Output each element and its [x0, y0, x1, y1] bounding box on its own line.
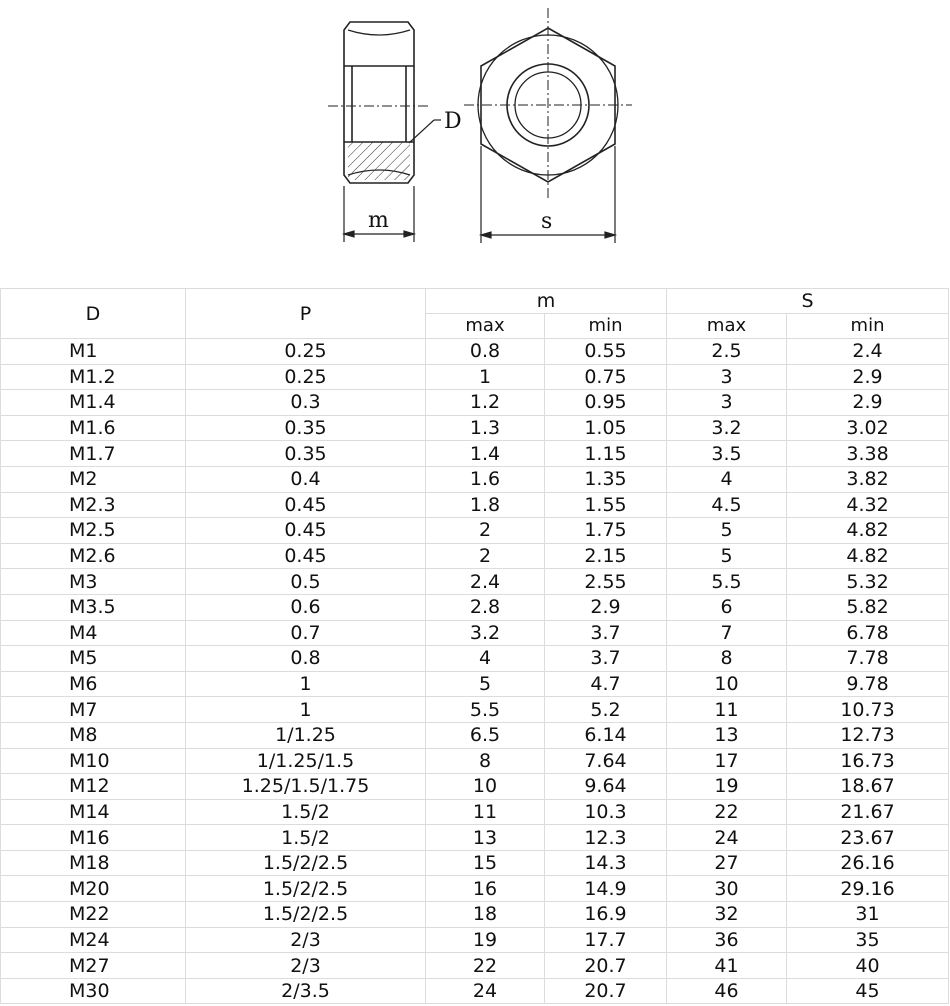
cell-s-min: 40 [787, 953, 949, 979]
cell-p: 0.35 [186, 415, 426, 441]
cell-s-max: 41 [667, 953, 787, 979]
cell-m-min: 4.7 [545, 671, 667, 697]
table-row [1, 671, 949, 697]
cell-s-min: 2.9 [787, 390, 949, 416]
cell-s-max: 3 [667, 390, 787, 416]
cell-s-min: 5.82 [787, 594, 949, 620]
cell-p: 1/1.25/1.5 [186, 748, 426, 774]
cell-d: M10 [1, 748, 186, 774]
cell-d: M22 [1, 902, 186, 928]
table-row [1, 339, 949, 365]
table-row [1, 927, 949, 953]
cell-d: M3 [1, 569, 186, 595]
width-label: s [541, 209, 553, 234]
cell-d: M7 [1, 697, 186, 723]
cell-s-min: 12.73 [787, 722, 949, 748]
cell-s-min: 6.78 [787, 620, 949, 646]
cell-s-max: 10 [667, 671, 787, 697]
cell-m-max: 0.8 [426, 339, 545, 365]
cell-s-max: 19 [667, 774, 787, 800]
cell-m-max: 1.8 [426, 492, 545, 518]
table-row [1, 466, 949, 492]
cell-m-min: 10.3 [545, 799, 667, 825]
table-row [1, 620, 949, 646]
cell-p: 2/3.5 [186, 978, 426, 1004]
cell-p: 0.45 [186, 492, 426, 518]
cell-m-min: 16.9 [545, 902, 667, 928]
cell-m-max: 2.4 [426, 569, 545, 595]
cell-d: M18 [1, 850, 186, 876]
thickness-label: m [368, 208, 389, 233]
table-row [1, 697, 949, 723]
cell-m-min: 1.55 [545, 492, 667, 518]
cell-m-min: 7.64 [545, 748, 667, 774]
table-row [1, 441, 949, 467]
cell-s-max: 2.5 [667, 339, 787, 365]
cell-s-min: 3.82 [787, 466, 949, 492]
cell-p: 1.5/2 [186, 799, 426, 825]
table-row [1, 876, 949, 902]
header-m-max: max [426, 314, 545, 339]
cell-s-max: 4 [667, 466, 787, 492]
cell-m-min: 2.55 [545, 569, 667, 595]
cell-d: M27 [1, 953, 186, 979]
table-row [1, 415, 949, 441]
cell-d: M20 [1, 876, 186, 902]
cell-d: M2.3 [1, 492, 186, 518]
cell-p: 0.25 [186, 364, 426, 390]
cell-s-min: 31 [787, 902, 949, 928]
cell-s-min: 18.67 [787, 774, 949, 800]
cell-p: 1 [186, 697, 426, 723]
header-s-min: min [787, 314, 949, 339]
cell-s-min: 16.73 [787, 748, 949, 774]
cell-m-max: 15 [426, 850, 545, 876]
cell-d: M1.4 [1, 390, 186, 416]
table-row [1, 364, 949, 390]
cell-p: 1.5/2/2.5 [186, 902, 426, 928]
cell-m-max: 1.2 [426, 390, 545, 416]
cell-m-min: 2.15 [545, 543, 667, 569]
cell-s-min: 3.02 [787, 415, 949, 441]
cell-m-max: 2.8 [426, 594, 545, 620]
cell-p: 0.6 [186, 594, 426, 620]
cell-m-max: 5 [426, 671, 545, 697]
cell-d: M2.5 [1, 518, 186, 544]
cell-s-min: 3.38 [787, 441, 949, 467]
cell-s-max: 5 [667, 518, 787, 544]
cell-p: 0.25 [186, 339, 426, 365]
table-row [1, 492, 949, 518]
cell-m-max: 24 [426, 978, 545, 1004]
cell-s-max: 6 [667, 594, 787, 620]
cell-m-min: 14.3 [545, 850, 667, 876]
cell-p: 1 [186, 671, 426, 697]
cell-m-min: 1.35 [545, 466, 667, 492]
cell-m-max: 18 [426, 902, 545, 928]
cell-s-min: 10.73 [787, 697, 949, 723]
table-row [1, 978, 949, 1004]
cell-s-min: 4.82 [787, 543, 949, 569]
cell-s-max: 46 [667, 978, 787, 1004]
cell-d: M3.5 [1, 594, 186, 620]
nut-side-view [344, 22, 414, 183]
cell-m-min: 0.55 [545, 339, 667, 365]
cell-s-max: 17 [667, 748, 787, 774]
table-row [1, 569, 949, 595]
cell-s-max: 22 [667, 799, 787, 825]
cell-p: 1.5/2/2.5 [186, 876, 426, 902]
table-row [1, 543, 949, 569]
cell-m-min: 9.64 [545, 774, 667, 800]
cell-s-max: 3 [667, 364, 787, 390]
cell-m-min: 1.75 [545, 518, 667, 544]
header-d: D [1, 289, 186, 339]
cell-m-max: 13 [426, 825, 545, 851]
hex-nut-technical-drawing [0, 0, 950, 290]
cell-p: 1.25/1.5/1.75 [186, 774, 426, 800]
cell-s-min: 7.78 [787, 646, 949, 672]
cell-m-max: 16 [426, 876, 545, 902]
cell-p: 1.5/2 [186, 825, 426, 851]
cell-s-max: 30 [667, 876, 787, 902]
cell-m-max: 2 [426, 518, 545, 544]
table-header-row [1, 289, 949, 314]
cell-d: M14 [1, 799, 186, 825]
cell-m-max: 10 [426, 774, 545, 800]
cell-p: 0.4 [186, 466, 426, 492]
cell-s-min: 2.9 [787, 364, 949, 390]
cell-m-max: 2 [426, 543, 545, 569]
table-row [1, 774, 949, 800]
cell-s-min: 23.67 [787, 825, 949, 851]
cell-p: 0.8 [186, 646, 426, 672]
cell-m-max: 3.2 [426, 620, 545, 646]
cell-m-max: 22 [426, 953, 545, 979]
cell-d: M5 [1, 646, 186, 672]
cell-p: 1.5/2/2.5 [186, 850, 426, 876]
cell-s-max: 27 [667, 850, 787, 876]
cell-m-max: 5.5 [426, 697, 545, 723]
cell-s-min: 4.32 [787, 492, 949, 518]
cell-m-min: 0.75 [545, 364, 667, 390]
cell-m-min: 17.7 [545, 927, 667, 953]
cell-s-max: 3.5 [667, 441, 787, 467]
table-row [1, 850, 949, 876]
cell-m-max: 11 [426, 799, 545, 825]
table-row [1, 825, 949, 851]
cell-d: M30 [1, 978, 186, 1004]
cell-m-min: 6.14 [545, 722, 667, 748]
header-s: S [667, 289, 949, 314]
cell-d: M12 [1, 774, 186, 800]
cell-p: 1/1.25 [186, 722, 426, 748]
cell-d: M1 [1, 339, 186, 365]
cell-d: M8 [1, 722, 186, 748]
cell-m-max: 19 [426, 927, 545, 953]
cell-d: M1.6 [1, 415, 186, 441]
cell-s-min: 26.16 [787, 850, 949, 876]
cell-s-min: 2.4 [787, 339, 949, 365]
cell-d: M6 [1, 671, 186, 697]
header-p: P [186, 289, 426, 339]
cell-p: 0.45 [186, 543, 426, 569]
cell-m-max: 8 [426, 748, 545, 774]
cell-p: 0.3 [186, 390, 426, 416]
cell-d: M2.6 [1, 543, 186, 569]
cell-s-min: 21.67 [787, 799, 949, 825]
cell-s-max: 32 [667, 902, 787, 928]
cell-p: 0.45 [186, 518, 426, 544]
cell-m-max: 1.4 [426, 441, 545, 467]
table-row [1, 390, 949, 416]
cell-m-max: 4 [426, 646, 545, 672]
cell-m-max: 1.6 [426, 466, 545, 492]
cell-m-min: 3.7 [545, 646, 667, 672]
cell-s-min: 45 [787, 978, 949, 1004]
table-row [1, 799, 949, 825]
cell-m-min: 0.95 [545, 390, 667, 416]
table-row [1, 902, 949, 928]
table-row [1, 748, 949, 774]
cell-p: 0.5 [186, 569, 426, 595]
cell-d: M2 [1, 466, 186, 492]
cell-d: M24 [1, 927, 186, 953]
table-row [1, 722, 949, 748]
cell-s-max: 4.5 [667, 492, 787, 518]
cell-m-min: 3.7 [545, 620, 667, 646]
table-row [1, 953, 949, 979]
cell-s-max: 11 [667, 697, 787, 723]
nut-dimension-table [0, 288, 949, 1004]
cell-s-min: 5.32 [787, 569, 949, 595]
cell-m-min: 1.15 [545, 441, 667, 467]
cell-m-min: 5.2 [545, 697, 667, 723]
cell-p: 2/3 [186, 927, 426, 953]
cell-s-min: 35 [787, 927, 949, 953]
header-m: m [426, 289, 667, 314]
cell-s-max: 3.2 [667, 415, 787, 441]
cell-p: 2/3 [186, 953, 426, 979]
cell-m-max: 1.3 [426, 415, 545, 441]
cell-p: 0.7 [186, 620, 426, 646]
cell-s-min: 9.78 [787, 671, 949, 697]
cell-m-min: 12.3 [545, 825, 667, 851]
cell-m-min: 20.7 [545, 978, 667, 1004]
cell-s-max: 5.5 [667, 569, 787, 595]
cell-d: M1.2 [1, 364, 186, 390]
table-row [1, 594, 949, 620]
cell-m-min: 1.05 [545, 415, 667, 441]
cell-s-min: 29.16 [787, 876, 949, 902]
cell-d: M16 [1, 825, 186, 851]
cell-m-min: 20.7 [545, 953, 667, 979]
cell-m-min: 2.9 [545, 594, 667, 620]
table-row [1, 518, 949, 544]
cell-m-min: 14.9 [545, 876, 667, 902]
cell-m-max: 1 [426, 364, 545, 390]
header-m-min: min [545, 314, 667, 339]
cell-s-max: 8 [667, 646, 787, 672]
cell-s-min: 4.82 [787, 518, 949, 544]
header-s-max: max [667, 314, 787, 339]
cell-s-max: 13 [667, 722, 787, 748]
cell-s-max: 7 [667, 620, 787, 646]
cell-d: M1.7 [1, 441, 186, 467]
cell-m-max: 6.5 [426, 722, 545, 748]
diameter-label: D [444, 109, 462, 134]
cell-s-max: 5 [667, 543, 787, 569]
cell-s-max: 24 [667, 825, 787, 851]
cell-d: M4 [1, 620, 186, 646]
cell-s-max: 36 [667, 927, 787, 953]
cell-p: 0.35 [186, 441, 426, 467]
table-row [1, 646, 949, 672]
